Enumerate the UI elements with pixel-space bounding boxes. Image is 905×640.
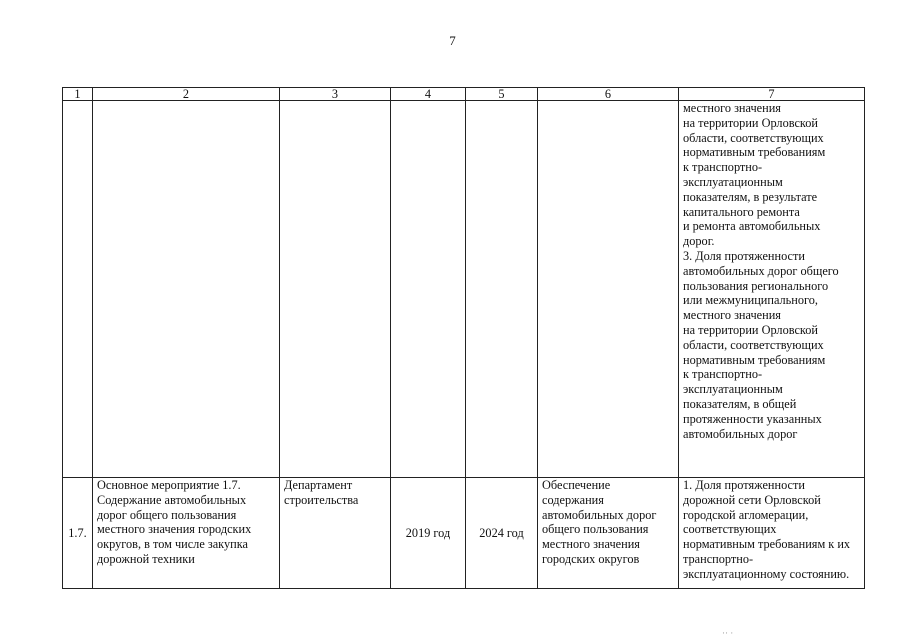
executor-cell: Департамент строительства [280,478,391,589]
empty-cell [391,101,466,478]
column-header: 1 [63,88,93,101]
table-header-row [63,88,865,101]
indicators-cell: 1. Доля протяженности дорожной сети Орловской городской агломерации, соответствующих нормативным требованиям к их транспортно- эксплуатационному состоянию. [679,478,865,589]
table-row [63,101,865,478]
table-row [63,478,865,589]
empty-cell [466,101,538,478]
column-header: 5 [466,88,538,101]
empty-cell [280,101,391,478]
column-header: 2 [93,88,280,101]
column-header: 4 [391,88,466,101]
page-number: 7 [449,33,456,48]
end-year-cell: 2024 год [466,478,538,589]
empty-cell [538,101,679,478]
empty-cell [63,101,93,478]
indicators-continued-cell: местного значения на территории Орловской области, соответствующих нормативным требованиям к транспортно- эксплуатационным показателям, в результате капитального ремонта и ремонта автомобильных дорог. 3. Доля протяженности автомобильных дорог общего пользования регионального или межмуниципального, местного значения на территории Орловской области, соответствующих нормативным требованиям к транспортно- эксплуатационным показателям, в общей протяженности указанных автомобильных дорог [679,101,865,478]
row-number-cell: 1.7. [63,478,93,589]
expected-result-cell: Обеспечение содержания автомобильных дорог общего пользования местного значения городских округов [538,478,679,589]
start-year-cell: 2019 год [391,478,466,589]
column-header: 7 [679,88,865,101]
column-header: 3 [280,88,391,101]
activity-cell: Основное мероприятие 1.7. Содержание автомобильных дорог общего пользования местного значения городских округов, в том числе закупка дорожной техники [93,478,280,589]
program-activities-table [62,87,865,589]
empty-cell [93,101,280,478]
scan-mark: ·· · [722,628,734,638]
column-header: 6 [538,88,679,101]
